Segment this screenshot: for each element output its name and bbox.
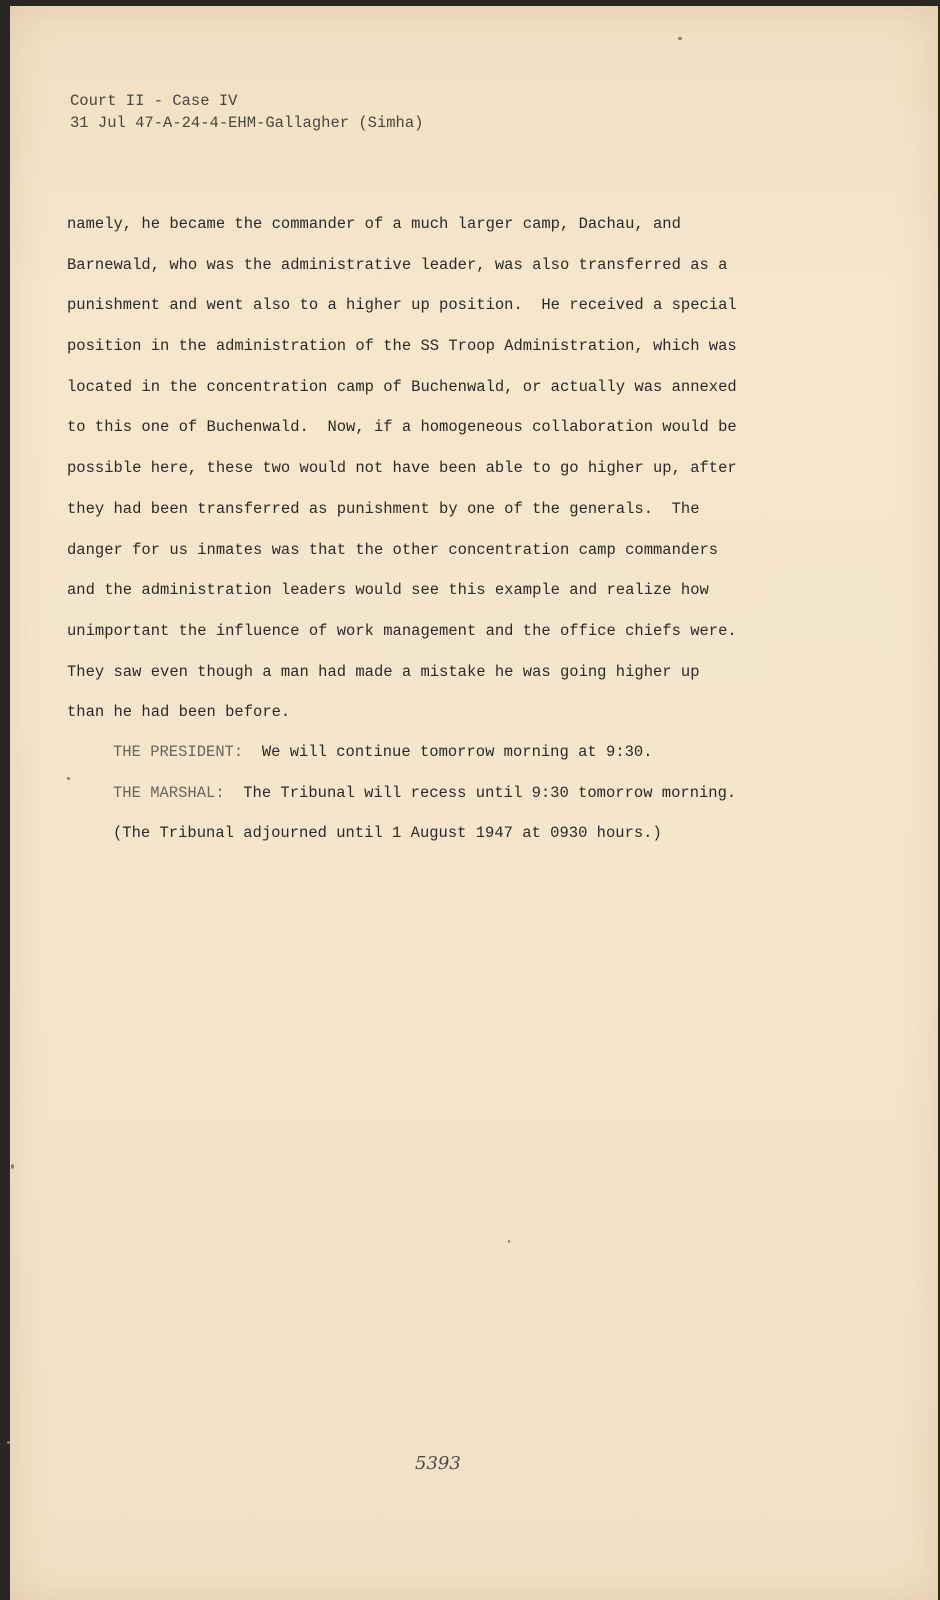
transcript-line: They saw even though a man had made a mistake he was going higher up	[67, 662, 700, 681]
document-page	[10, 6, 938, 1600]
paper-speck	[67, 777, 70, 780]
transcript-line: they had been transferred as punishment by one of the generals. The	[67, 499, 700, 518]
president-statement	[113, 741, 833, 763]
page-number: 5393	[415, 1453, 461, 1474]
transcript-line: and the administration leaders would see this example and realize how	[67, 581, 709, 600]
transcript-line: namely, he became the commander of a much larger camp, Dachau, and	[67, 215, 681, 233]
paper-speck	[508, 1240, 510, 1243]
marshal-statement	[113, 782, 833, 804]
transcript-line: possible here, these two would not have been able to go higher up, after	[67, 459, 737, 478]
transcript-line: punishment and went also to a higher up position. He received a special	[67, 296, 737, 315]
transcript-line: Barnewald, who was the administrative leader, was also transferred as a	[67, 255, 728, 274]
statement-text: We will continue tomorrow morning at 9:30.	[243, 743, 653, 761]
header-session-reference: 31 Jul 47-A-24-4-EHM-Gallagher (Simha)	[70, 114, 424, 132]
transcript-line: located in the concentration camp of Buchenwald, or actually was annexed	[67, 377, 737, 396]
transcript-line: position in the administration of the SS Troop Administration, which was	[67, 337, 737, 356]
document-header	[70, 90, 423, 134]
speaker-label: THE PRESIDENT:	[113, 743, 244, 761]
transcript-line: than he had been before.	[67, 703, 291, 722]
paper-speck	[678, 37, 682, 40]
transcript-line: danger for us inmates was that the other concentration camp commanders	[67, 540, 719, 559]
adjournment-note: (The Tribunal adjourned until 1 August 1947 at 0930 hours.)	[113, 824, 662, 842]
header-court-case: Court II - Case IV	[70, 92, 238, 110]
paper-speck	[7, 1441, 10, 1444]
statement-text: The Tribunal will recess until 9:30 tomorrow morning.	[224, 784, 737, 802]
paper-speck	[11, 1164, 14, 1169]
transcript-line: to this one of Buchenwald. Now, if a homogeneous collaboration would be	[67, 418, 737, 437]
transcript-line: unimportant the influence of work management and the office chiefs were.	[67, 621, 737, 640]
transcript-paragraph	[67, 213, 807, 742]
speaker-label: THE MARSHAL:	[113, 784, 225, 802]
